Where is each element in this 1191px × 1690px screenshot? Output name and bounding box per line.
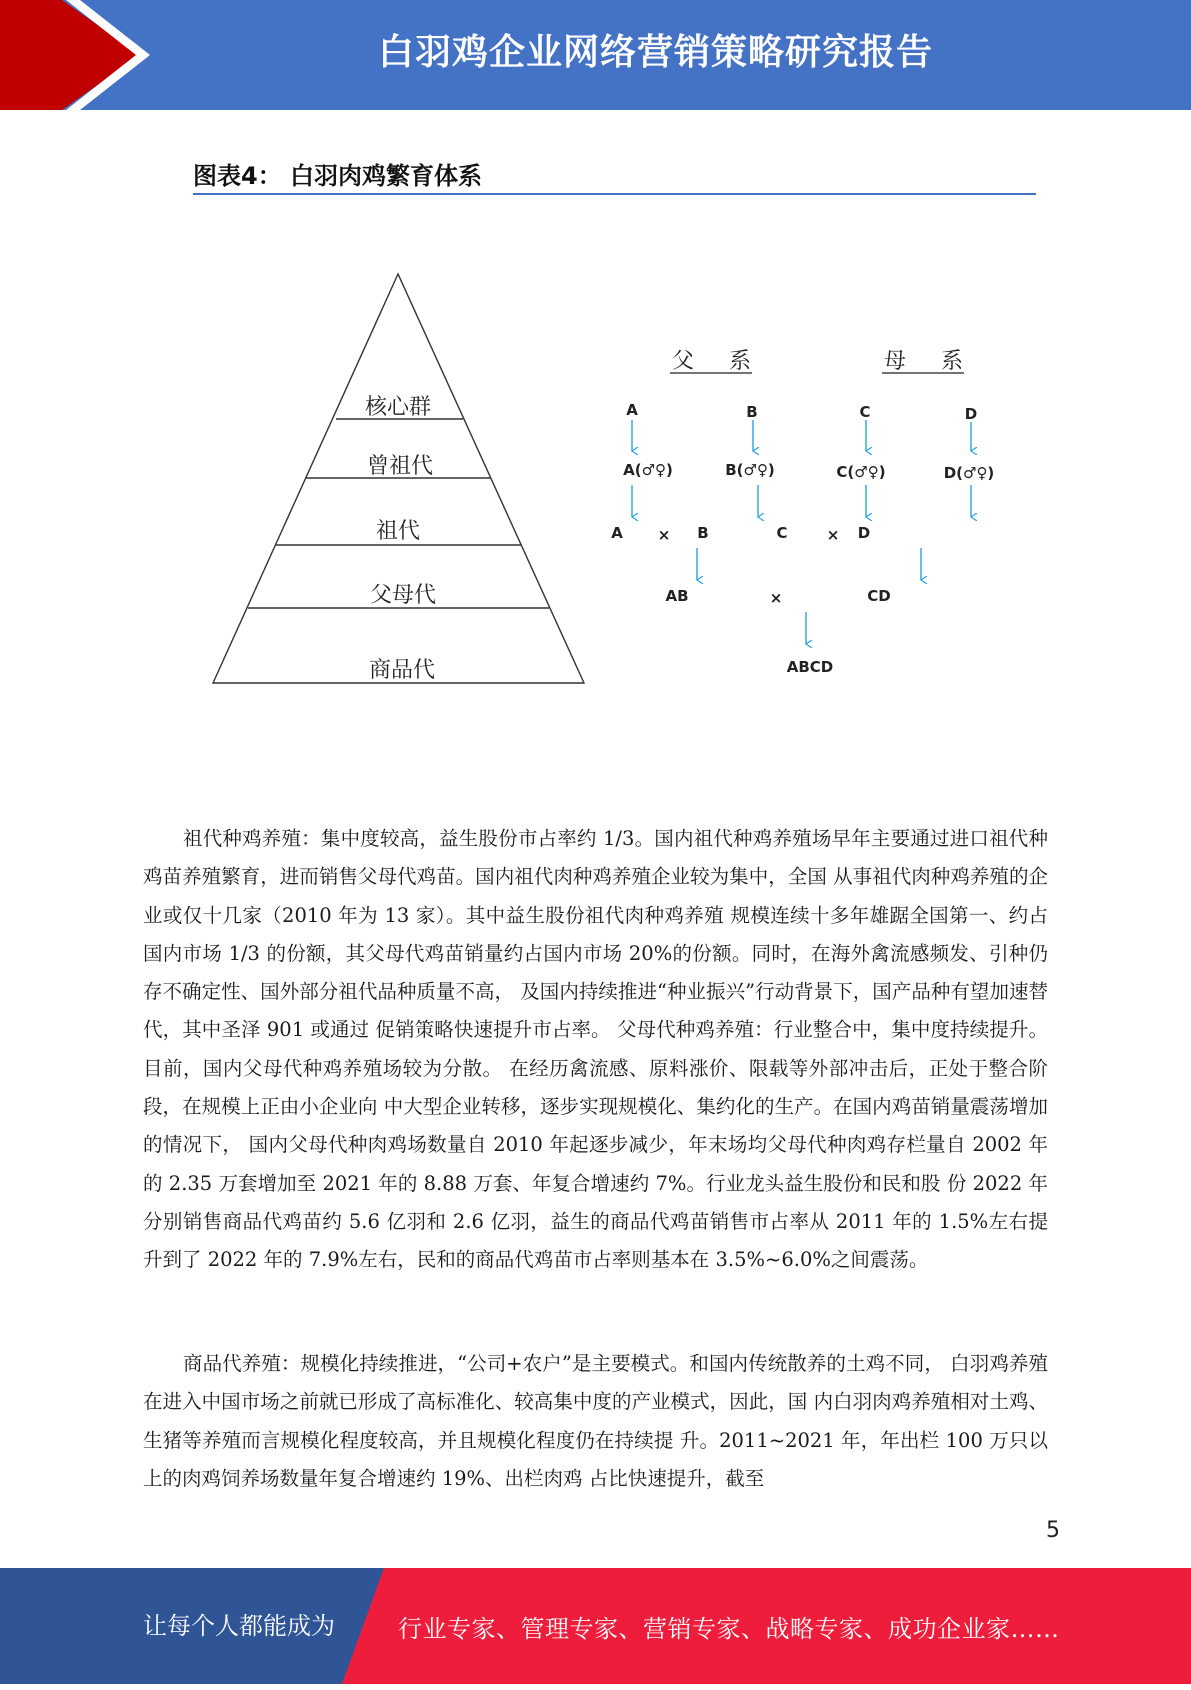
cross2-sign: ×: [826, 526, 840, 544]
footer-slogan-right: 行业专家、管理专家、营销专家、战略专家、成功企业家……: [398, 1615, 1060, 1643]
pyramid-level-core: 核心群: [364, 395, 432, 420]
page-number: 5: [1046, 1518, 1060, 1543]
paternal-line-label: 父 系: [672, 349, 765, 374]
maternal-line-label: 母 系: [884, 349, 977, 374]
footer-slogan-left: 让每个人都能成为: [143, 1612, 335, 1640]
node-abcd: ABCD: [786, 658, 834, 676]
breeding-system-diagram: [0, 200, 1191, 740]
node-c-pair: C(♂♀): [836, 463, 886, 481]
node-a: A: [626, 401, 638, 419]
cross2-right: D: [857, 524, 871, 542]
node-cd: CD: [867, 587, 891, 605]
node-c: C: [859, 403, 871, 421]
pyramid-level-commercial: 商品代: [368, 658, 436, 683]
page-header: [0, 0, 1191, 110]
page-footer: [0, 1568, 1191, 1684]
cross1-left: A: [611, 524, 623, 542]
figure-caption: 图表4： 白羽肉鸡繁育体系: [193, 162, 483, 190]
cross3-sign: ×: [769, 589, 783, 607]
node-d: D: [964, 405, 978, 423]
cross1-right: B: [697, 524, 709, 542]
pyramid-level-great-grandparent: 曾祖代: [366, 454, 434, 479]
paragraph-commercial-breeding: 商品代养殖：规模化持续推进，“公司+农户”是主要模式。和国内传统散养的土鸡不同， 白羽鸡养殖在进入中国市场之前就已形成了高标准化、较高集中度的产业模式，因此，国 内白羽肉鸡养殖相对土鸡、生猪等养殖而言规模化程度较高，并且规模化程度仍在持续提 升。2011~2021 年，年出栏 100 万只以上的肉鸡饲养场数量年复合增速约 19%、出栏肉鸡 占比快速提升，截至: [143, 1352, 1048, 1490]
node-d-pair: D(♂♀): [943, 464, 995, 482]
pyramid-level-parent: 父母代: [369, 583, 437, 608]
node-b: B: [746, 403, 758, 421]
cross2-left: C: [776, 524, 788, 542]
cross1-sign: ×: [657, 526, 671, 544]
caption-underline: [193, 193, 1036, 195]
pyramid-level-grandparent: 祖代: [375, 519, 421, 544]
node-b-pair: B(♂♀): [725, 461, 775, 479]
node-a-pair: A(♂♀): [623, 461, 673, 479]
paragraph-grandparent-breeding: 祖代种鸡养殖：集中度较高，益生股份市占率约 1/3。国内祖代种鸡养殖场早年主要通过进口祖代种鸡苗养殖繁育，进而销售父母代鸡苗。国内祖代肉种鸡养殖企业较为集中，全国 从事祖代肉种鸡养殖的企业或仅十几家（2010 年为 13 家）。其中益生股份祖代肉种鸡养殖 规模连续十多年雄踞全国第一、约占国内市场 1/3 的份额，其父母代鸡苗销量约占国内市场 20%的份额。同时，在海外禽流感频发、引种仍存不确定性、国外部分祖代品种质量不高， 及国内持续推进“种业振兴”行动背景下，国产品种有望加速替代，其中圣泽 901 或通过 促销策略快速提升市占率。 父母代种鸡养殖：行业整合中，集中度持续提升。目前，国内父母代种鸡养殖场较为分散。 在经历禽流感、原料涨价、限载等外部冲击后，正处于整合阶段，在规模上正由小企业向 中大型企业转移，逐步实现规模化、集约化的生产。在国内鸡苗销量震荡增加的情况下， 国内父母代种肉鸡场数量自 2010 年起逐步减少，年末场均父母代种肉鸡存栏量自 2002 年 的 2.35 万套增加至 2021 年的 8.88 万套、年复合增速约 7%。行业龙头益生股份和民和股 份 2022 年分别销售商品代鸡苗约 5.6 亿羽和 2.6 亿羽，益生的商品代鸡苗销售市占率从 2011 年的 1.5%左右提升到了 2022 年的 7.9%左右，民和的商品代鸡苗市占率则基本在 3.5%~6.0%之间震荡。: [143, 827, 1048, 1272]
node-ab: AB: [665, 587, 689, 605]
report-title: 白羽鸡企业网络营销策略研究报告: [377, 32, 933, 73]
pyramid: [213, 274, 584, 683]
